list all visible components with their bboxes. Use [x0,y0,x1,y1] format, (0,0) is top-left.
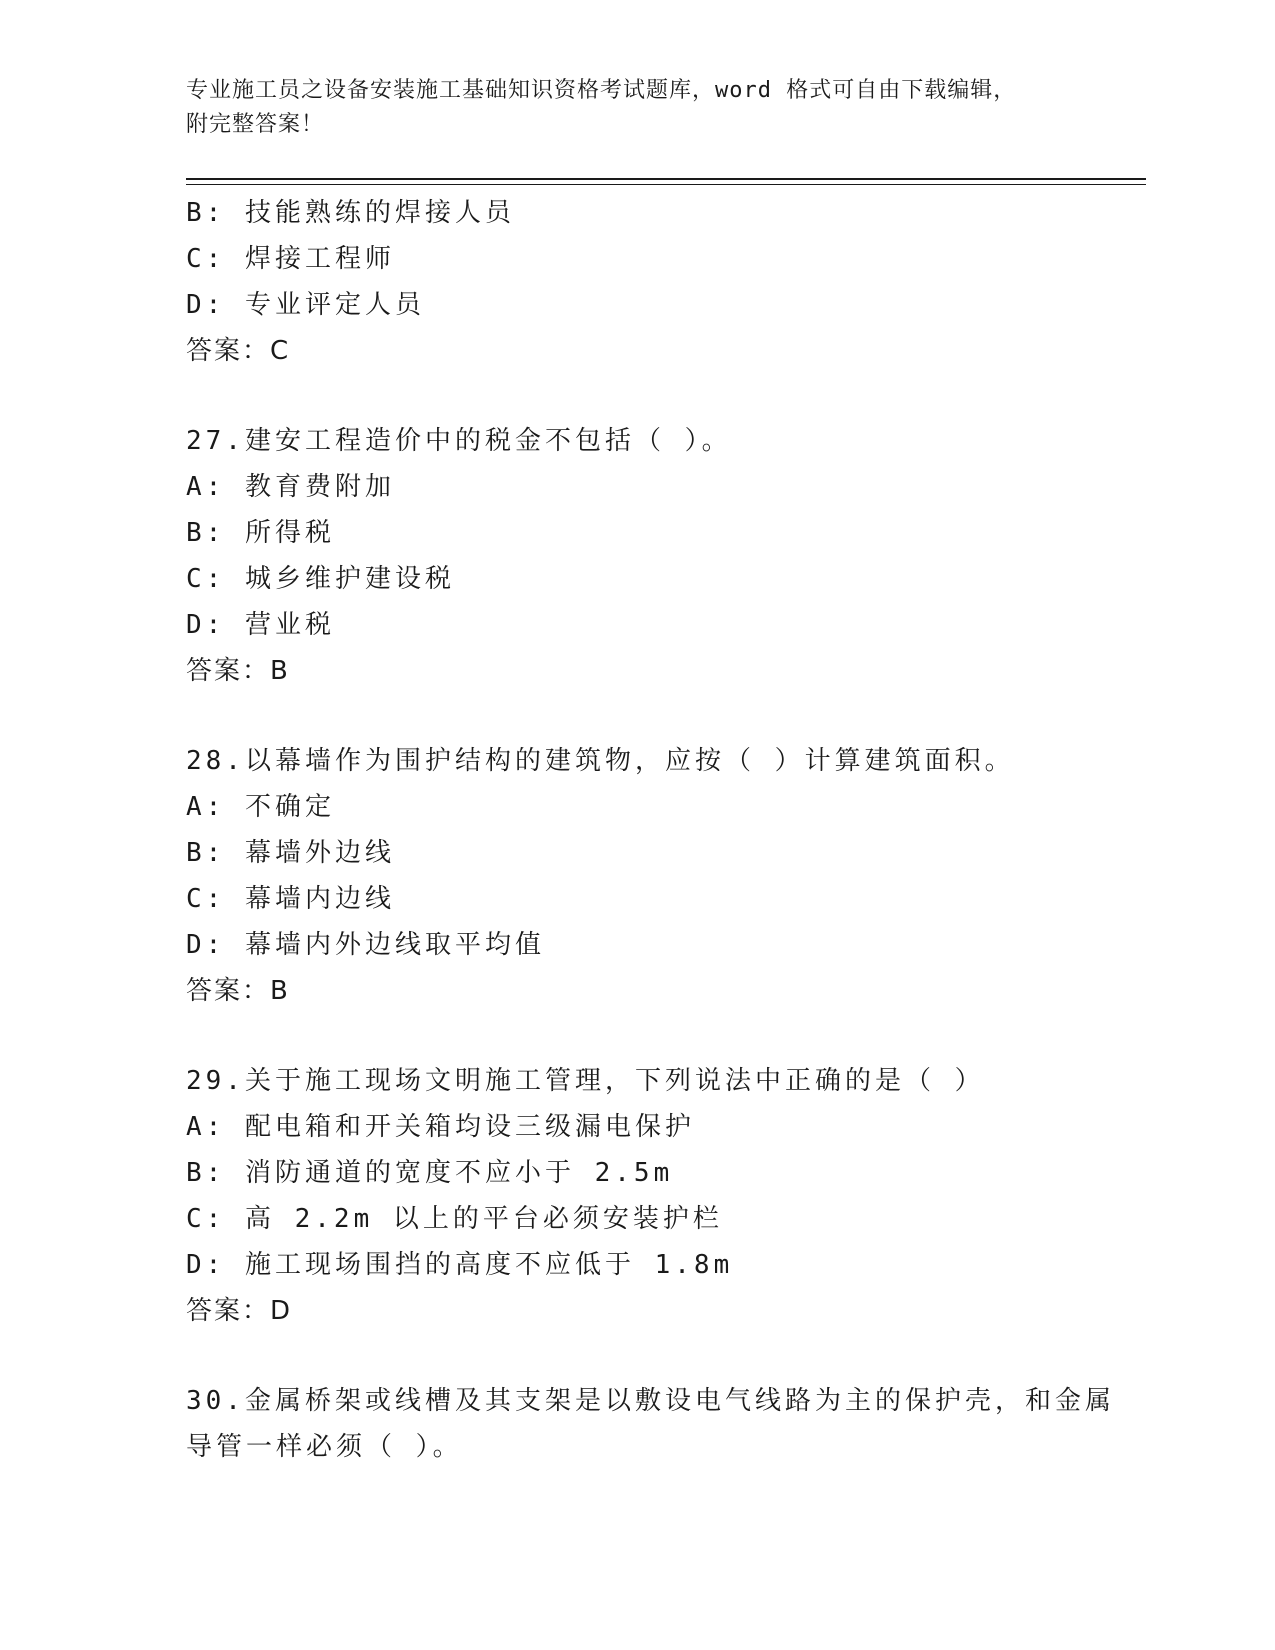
question-text: 29.关于施工现场文明施工管理，下列说法中正确的是（ ） [186,1066,985,1096]
option-b: B: 所得税 [186,518,335,548]
question-text: 28.以幕墙作为围护结构的建筑物，应按（ ）计算建筑面积。 [186,746,1015,776]
header-line-2: 附完整答案！ [186,112,325,137]
option-c: C: 高 2.2m 以上的平台必须安装护栏 [186,1204,723,1234]
header-rule-thick [186,178,1146,180]
option-a: A: 教育费附加 [186,472,395,502]
answer-line: 答案：C [186,336,291,366]
option-a: A: 不确定 [186,792,335,822]
answer-line: 答案：B [186,976,290,1006]
question-29 [186,1058,1086,1334]
question-27 [186,418,1086,694]
question-26-fragment [186,190,1086,374]
question-text: 27.建安工程造价中的税金不包括（ ）。 [186,426,732,456]
option-d: D: 营业税 [186,610,335,640]
question-28 [186,738,1086,1014]
option-c: C: 幕墙内边线 [186,884,395,914]
header-line-1: 专业施工员之设备安装施工基础知识资格考试题库，word 格式可自由下载编辑， [186,78,1017,103]
option-b: B: 消防通道的宽度不应小于 2.5m [186,1158,674,1188]
option-d: D: 幕墙内外边线取平均值 [186,930,545,960]
option-c: C: 焊接工程师 [186,244,395,274]
document-header [186,74,1066,142]
option-c: C: 城乡维护建设税 [186,564,455,594]
header-rule-thin [186,184,1146,185]
answer-line: 答案：D [186,1296,293,1326]
answer-line: 答案：B [186,656,290,686]
question-text-line-1: 30.金属桥架或线槽及其支架是以敷设电气线路为主的保护壳，和金属 [186,1386,1115,1416]
option-d: D: 专业评定人员 [186,290,425,320]
question-30 [186,1378,1115,1470]
option-a: A: 配电箱和开关箱均设三级漏电保护 [186,1112,695,1142]
option-d: D: 施工现场围挡的高度不应低于 1.8m [186,1250,734,1280]
option-b: B: 技能熟练的焊接人员 [186,198,515,228]
question-text-line-2: 导管一样必须（ ）。 [186,1432,463,1462]
question-list [186,190,1115,1470]
option-b: B: 幕墙外边线 [186,838,395,868]
